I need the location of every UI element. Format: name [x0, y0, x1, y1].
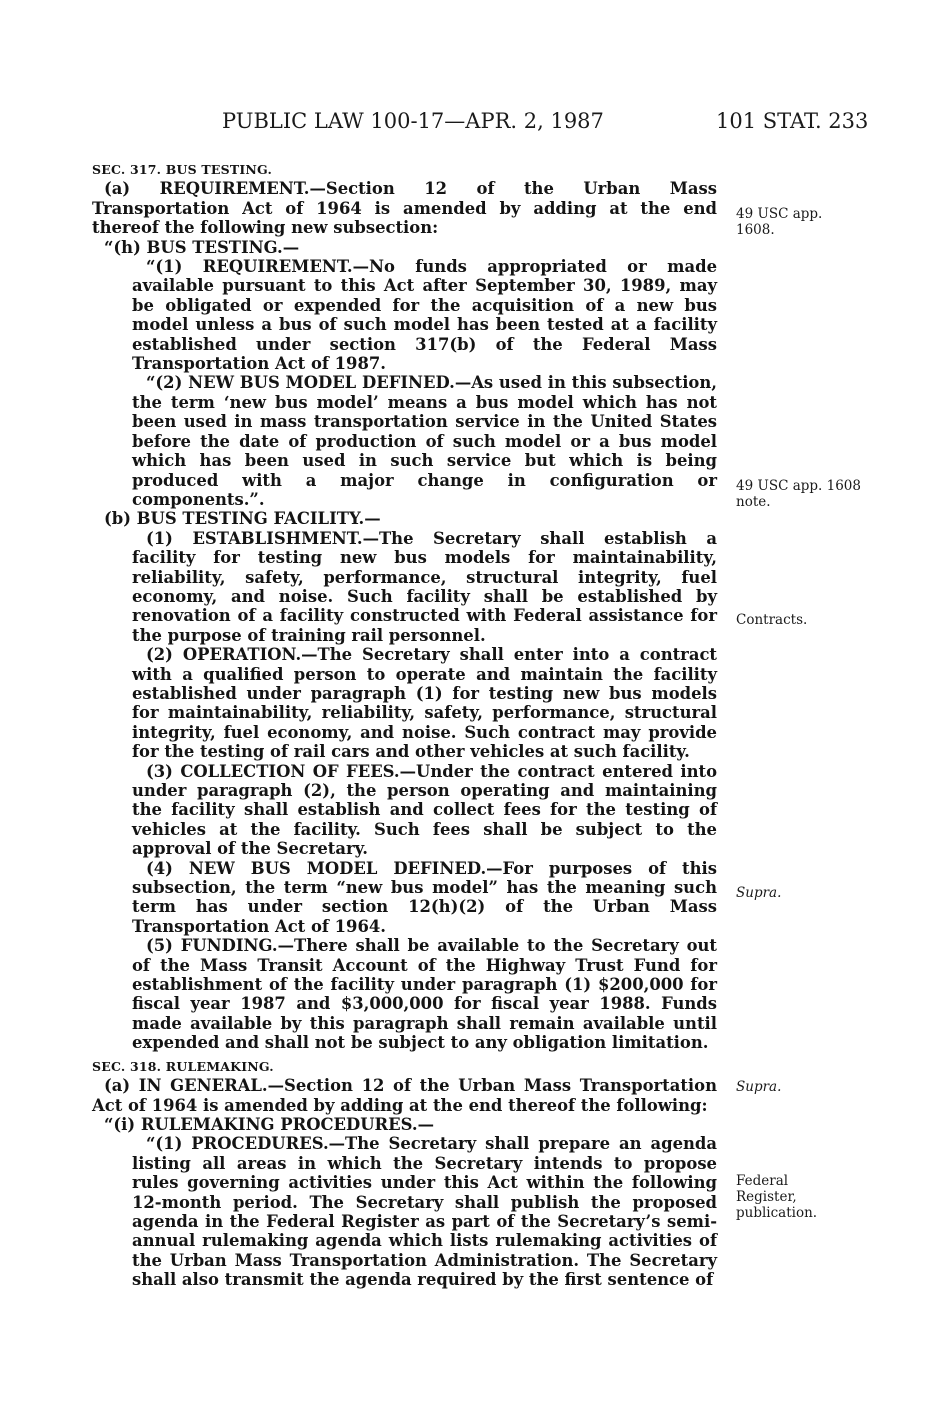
margin-note-usc-1608: 49 USC app. 1608.	[736, 206, 823, 238]
sec317-h-paragraph-2: “(2) NEW BUS MODEL DEFINED.—As used in this subsection, the term ‘new bus model’ means a bus model which has not been used in mass transportation service in the United States before the date of production of such model or a bus model which has been used in such service but which is being produced with a major change in configuration or components.”.	[132, 373, 717, 509]
sec317-b-paragraph-5: (5) FUNDING.—There shall be available to the Secretary out of the Mass Transit Account of the Highway Trust Fund for establishment of the facility under paragraph (1) $200,000 for fiscal year 1987 and $3,000,000 for fiscal year 1988. Funds made available by this paragraph shall remain available until expended and shall not be subject to any obligation limitation.	[132, 936, 717, 1053]
running-header-title: PUBLIC LAW 100-17—APR. 2, 1987	[222, 109, 604, 133]
sec318-subsection-i-title: “(i) RULEMAKING PROCEDURES.—	[104, 1114, 434, 1134]
margin-note-federal-register: Federal Register, publication.	[736, 1173, 818, 1221]
sec317-b-paragraph-2: (2) OPERATION.—The Secretary shall enter into a contract with a qualified person to operate and maintain the facility established under paragraph (1) for testing new bus models for maintainability, reliability, safety, performance, structural integrity, fuel economy, and noise. Such contract may provide for the testing of rail cars and other vehicles at such facility.	[132, 645, 717, 762]
sec317-h-paragraph-1: “(1) REQUIREMENT.—No funds appropriated or made available pursuant to this Act after September 30, 1989, may be obligated or expended for the acquisition of a new bus model unless a bus of such model has been tested at a facility established under section 317(b) of the Federal Mass Transportation Act of 1987.	[132, 257, 717, 374]
sec317-b-paragraph-1: (1) ESTABLISHMENT.—The Secretary shall establish a facility for testing new bus models for maintainability, reliability, safety, performance, structural integrity, fuel economy, and noise. Such facility shall be established by renovation of a facility constructed with Federal assistance for the purpose of training rail personnel.	[132, 528, 717, 645]
sec318-i-paragraph-1: “(1) PROCEDURES.—The Secretary shall prepare an agenda listing all areas in which the Secretary intends to propose rules governing activities under this Act within the following 12-month period. The Secretary shall publish the proposed agenda in the Federal Register as part of the Secretary’s semi-annual rulemaking agenda which lists rulemaking activities of the Urban Mass Transportation Administration. The Secretary shall also transmit the agenda required by the first sentence of	[132, 1134, 717, 1290]
body-text	[92, 160, 717, 1290]
margin-note-supra-1: Supra.	[736, 885, 782, 901]
sec317-subsection-b-title: (b) BUS TESTING FACILITY.—	[104, 509, 381, 529]
margin-note-contracts: Contracts.	[736, 612, 808, 628]
section-317-heading: SEC. 317. BUS TESTING.	[92, 162, 273, 177]
sec317-subsection-h-title: “(h) BUS TESTING.—	[104, 237, 300, 257]
section-318-heading: SEC. 318. RULEMAKING.	[92, 1058, 274, 1074]
margin-note-supra-2: Supra.	[736, 1079, 782, 1095]
sec317-subsection-a: (a) REQUIREMENT.—Section 12 of the Urban Mass Transportation Act of 1964 is amended by adding at the end thereof the following new subsection:	[92, 179, 717, 238]
margin-note-usc-1608-note: 49 USC app. 1608 note.	[736, 478, 861, 510]
sec317-b-paragraph-3: (3) COLLECTION OF FEES.—Under the contract entered into under paragraph (2), the person operating and maintaining the facility shall establish and collect fees for the testing of vehicles at the facility. Such fees shall be subject to the approval of the Secretary.	[132, 761, 717, 859]
running-header-stat-page: 101 STAT. 233	[716, 109, 869, 133]
sec318-subsection-a: (a) IN GENERAL.—Section 12 of the Urban Mass Transportation Act of 1964 is amended by adding at the end thereof the following:	[92, 1076, 717, 1115]
sec317-b-paragraph-4: (4) NEW BUS MODEL DEFINED.—For purposes of this subsection, the term “new bus model” has the meaning such term has under section 12(h)(2) of the Urban Mass Transportation Act of 1964.	[132, 858, 717, 936]
